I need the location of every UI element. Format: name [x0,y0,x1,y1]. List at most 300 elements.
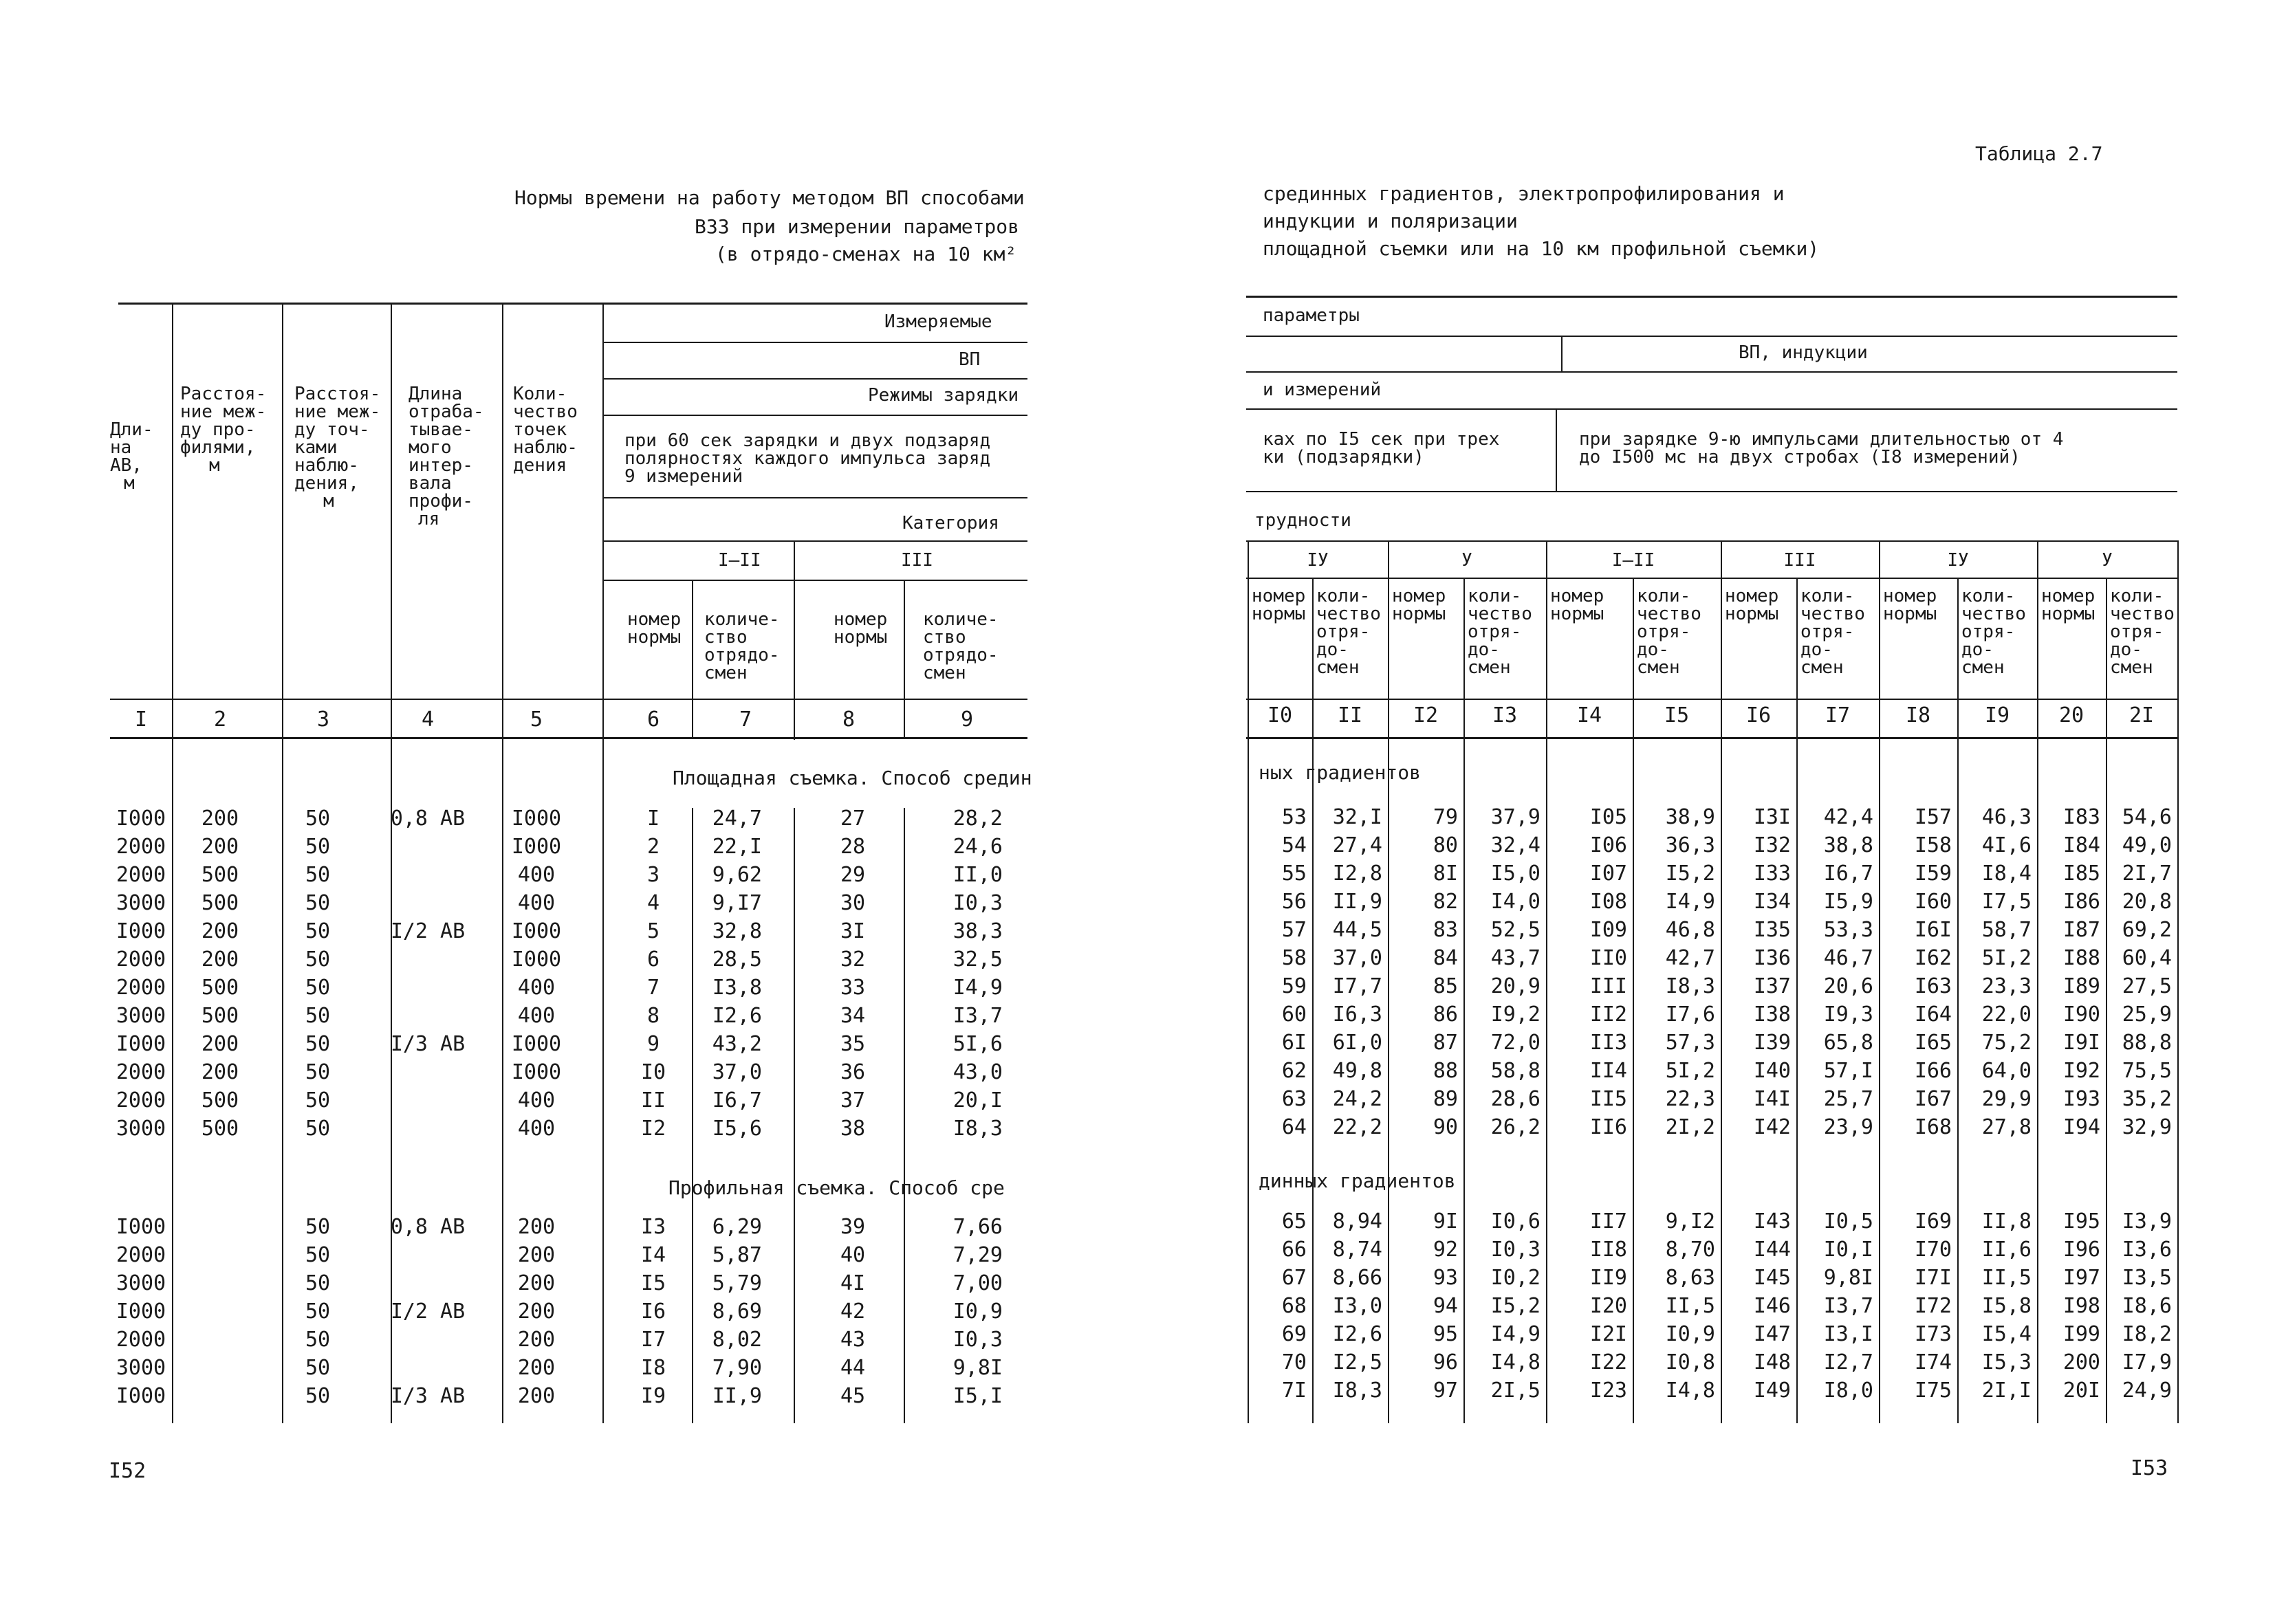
right-qty-line: отря- [1316,622,1371,642]
right-area-cell: 32,4 [1490,833,1541,857]
left-area-cell: 7 [646,976,660,1000]
right-area-cell: II6 [1589,1115,1627,1139]
right-area-cell: I6,3 [1332,1002,1382,1027]
right-profile-cell: I0,8 [1665,1350,1715,1374]
left-area-cell: 400 [517,1004,556,1028]
left-rule-mode-text [602,497,1027,498]
right-profile-cell: I72 [1914,1294,1952,1318]
left-area-cell: 38,3 [953,919,1003,943]
left-profile-cell: II,9 [712,1384,762,1408]
right-profile-cell: I0,I [1823,1238,1873,1262]
left-rule-category [602,540,1027,542]
right-profile-cell: 8,63 [1665,1266,1715,1290]
right-area-cell: I3I [1753,805,1791,829]
right-section-2: динных градиентов [1259,1170,1456,1192]
left-profile-cell: I000 [116,1299,166,1324]
left-area-cell: I000 [511,947,562,972]
left-rule-header-bottom [110,699,1027,700]
right-area-cell: 56 [1281,890,1307,914]
right-area-cell: I8,4 [1981,862,2032,886]
right-area-cell: 32,I [1332,805,1382,829]
right-profile-cell: I5,8 [1981,1294,2032,1318]
left-area-cell: 9,I7 [712,891,762,915]
left-area-cell: 3I [840,919,866,943]
right-profile-cell: I95 [2062,1209,2100,1233]
right-area-cell: I33 [1753,862,1791,886]
right-profile-cell: I2,7 [1823,1350,1873,1374]
left-area-cell: I/2 АВ [390,919,466,943]
right-profile-cell: I96 [2062,1238,2100,1262]
right-norm-no-line: номер [2041,586,2096,606]
right-qty-line: коли- [1316,586,1371,606]
right-area-cell: 60 [1281,1002,1307,1027]
left-h-measured: Измеряемые [884,311,992,332]
left-colnum: 3 [316,707,330,732]
right-area-cell: 53 [1281,805,1307,829]
left-profile-cell: 8,69 [712,1299,762,1324]
right-profile-cell: I45 [1753,1266,1791,1290]
left-area-cell: 35 [840,1032,866,1056]
right-area-cell: II0 [1589,946,1627,970]
right-qty-line: до- [1800,639,1833,660]
left-profile-cell: I0,3 [953,1328,1003,1352]
right-area-cell: 90 [1433,1115,1458,1139]
right-profile-cell: I49 [1753,1379,1791,1403]
right-area-cell: I07 [1589,862,1627,886]
left-area-cell: 2000 [116,863,166,887]
right-area-cell: 55 [1281,862,1307,886]
right-qty-line: коли- [1637,586,1691,606]
right-rule-mode [1246,491,2177,492]
right-profile-cell: II8 [1589,1238,1627,1262]
right-area-cell: 54,6 [2122,805,2172,829]
right-profile-cell: I3,6 [2122,1238,2172,1262]
left-area-cell: 2 [646,835,660,859]
right-profile-cell: I2,6 [1332,1322,1382,1346]
left-title-line-3: (в отрядо-сменах на 10 км² [715,243,1017,265]
left-area-cell: 3 [646,863,660,887]
right-area-cell: I42 [1753,1115,1791,1139]
left-profile-cell: 45 [840,1384,866,1408]
right-area-cell: I7,5 [1981,890,2032,914]
left-area-cell: 24,7 [712,806,762,831]
right-colnum: I7 [1825,703,1851,727]
right-profile-cell: 68 [1281,1294,1307,1318]
left-area-cell: I000 [116,1032,166,1056]
left-area-cell: I6,7 [712,1088,762,1112]
left-profile-cell: 4I [840,1271,866,1295]
right-area-cell: I62 [1914,946,1952,970]
left-area-cell: I3,7 [953,1004,1003,1028]
right-area-cell: 2I,7 [2122,862,2172,886]
right-area-cell: 6I [1281,1031,1307,1055]
left-profile-cell: 42 [840,1299,866,1324]
right-area-cell: 89 [1433,1087,1458,1111]
right-cat: IУ [1947,550,1969,571]
left-top-rule [118,303,1027,305]
right-profile-cell: I2,5 [1332,1350,1382,1374]
right-area-cell: II,9 [1332,890,1382,914]
right-area-cell: I4,9 [1665,890,1715,914]
right-cat: IУ [1307,550,1329,571]
right-area-cell: 36,3 [1665,833,1715,857]
left-profile-cell: 44 [840,1356,866,1380]
left-profile-cell: 5,79 [712,1271,762,1295]
left-colnum: 9 [960,707,974,732]
left-profile-cell: 0,8 АВ [390,1215,466,1239]
left-profile-cell: 9,8I [953,1356,1003,1380]
right-profile-cell: I3,5 [2122,1266,2172,1290]
right-colnum: I5 [1664,703,1690,727]
right-profile-cell: 66 [1281,1238,1307,1262]
right-profile-cell: I99 [2062,1322,2100,1346]
right-area-cell: I35 [1753,918,1791,942]
right-colnum: I6 [1745,703,1772,727]
right-title-line-2: индукции и поляризации [1263,210,1518,232]
right-profile-cell: II7 [1589,1209,1627,1233]
right-area-cell: 82 [1433,890,1458,914]
left-profile-cell: 5,87 [712,1243,762,1267]
right-area-cell: I86 [2062,890,2100,914]
right-area-cell: 27,5 [2122,974,2172,998]
right-qty-line: смен [1961,657,2005,678]
left-rule-vp [602,378,1027,380]
left-h-cat-2: III [901,550,933,571]
right-norm-no-line: номер [1725,586,1779,606]
right-profile-cell: I8,2 [2122,1322,2172,1346]
right-area-cell: II4 [1589,1059,1627,1083]
left-profile-cell: 43 [840,1328,866,1352]
right-and-meas: и измерений [1263,380,1382,400]
right-qty-line: смен [1800,657,1844,678]
right-area-cell: 46,7 [1823,946,1873,970]
left-area-cell: 43,0 [953,1060,1003,1084]
right-colnum: I8 [1905,703,1931,727]
right-vline [2177,540,2179,1423]
left-area-cell: 400 [517,891,556,915]
left-area-cell: 28,5 [712,947,762,972]
right-area-cell: I85 [2062,862,2100,886]
right-qty [2110,587,2175,677]
right-area-cell: 84 [1433,946,1458,970]
left-area-cell: 400 [517,976,556,1000]
left-profile-cell: 40 [840,1243,866,1267]
left-area-cell: 50 [305,1117,331,1141]
right-qty [1800,587,1865,677]
left-profile-cell: 200 [517,1215,556,1239]
right-profile-cell: 70 [1281,1350,1307,1374]
right-area-cell: 4I,6 [1981,833,2032,857]
left-area-cell: 5I,6 [953,1032,1003,1056]
right-norm-no-line: номер [1550,586,1604,606]
right-profile-cell: 8,94 [1332,1209,1382,1233]
left-area-cell: 50 [305,891,331,915]
left-area-cell: 0,8 АВ [390,806,466,831]
right-area-cell: I7,7 [1332,974,1382,998]
right-area-cell: 43,7 [1490,946,1541,970]
right-profile-cell: 9I [1433,1209,1458,1233]
right-area-cell: 42,7 [1665,946,1715,970]
right-area-cell: I59 [1914,862,1952,886]
table-label: Таблица 2.7 [1975,142,2103,165]
left-profile-cell: I4 [640,1243,666,1267]
left-rule-modes [602,415,1027,416]
left-profile-cell: I000 [116,1215,166,1239]
left-profile-cell: I/2 АВ [390,1299,466,1324]
right-area-cell: 86 [1433,1002,1458,1027]
right-area-cell: I4I [1753,1087,1791,1111]
left-profile-cell: 7,29 [953,1243,1003,1267]
right-profile-cell: I0,2 [1490,1266,1541,1290]
left-area-cell: 43,2 [712,1032,762,1056]
left-profile-cell: I9 [640,1384,666,1408]
right-qty-line: до- [1468,639,1500,660]
left-profile-cell: 200 [517,1271,556,1295]
right-area-cell: 72,0 [1490,1031,1541,1055]
left-area-cell: 37 [840,1088,866,1112]
right-qty-line: чество [2110,604,2175,624]
left-area-cell: 400 [517,1117,556,1141]
right-area-cell: 42,4 [1823,805,1873,829]
right-qty-line: смен [1468,657,1511,678]
right-area-cell: 38,9 [1665,805,1715,829]
right-area-cell: I93 [2062,1087,2100,1111]
right-area-cell: 46,3 [1981,805,2032,829]
right-area-cell: 23,3 [1981,974,2032,998]
right-qty-line: отря- [1800,622,1855,642]
right-qty-line: до- [1961,639,1994,660]
right-area-cell: 25,7 [1823,1087,1873,1111]
left-area-cell: 27 [840,806,866,831]
left-profile-cell: 200 [517,1299,556,1324]
right-area-cell: 58 [1281,946,1307,970]
left-h-c2: Расстоя- ние меж- ду про- филями, м [180,384,267,476]
right-profile-cell: I7,9 [2122,1350,2172,1374]
right-norm-no [1550,587,1604,623]
right-area-cell: 22,3 [1665,1087,1715,1111]
right-area-cell: 49,0 [2122,833,2172,857]
right-profile-cell: 93 [1433,1266,1458,1290]
right-area-cell: 20,9 [1490,974,1541,998]
right-area-cell: 29,9 [1981,1087,2032,1111]
right-qty-line: отря- [1468,622,1522,642]
left-rule-measured [602,342,1027,343]
right-profile-cell: 24,9 [2122,1379,2172,1403]
right-area-cell: 24,2 [1332,1087,1382,1111]
right-profile-cell: I0,5 [1823,1209,1873,1233]
right-profile-cell: I2I [1589,1322,1627,1346]
right-area-cell: I6I [1914,918,1952,942]
right-area-cell: 25,9 [2122,1002,2172,1027]
left-area-cell: 34 [840,1004,866,1028]
right-area-cell: I40 [1753,1059,1791,1083]
right-profile-cell: I43 [1753,1209,1791,1233]
left-area-cell: 37,0 [712,1060,762,1084]
left-vline-7-head [794,540,795,740]
right-colnum: I9 [1984,703,2010,727]
right-qty-line: коли- [2110,586,2164,606]
right-area-cell: I64 [1914,1002,1952,1027]
left-profile-cell: 50 [305,1328,331,1352]
right-area-cell: I5,0 [1490,862,1541,886]
left-area-cell: 24,6 [953,835,1003,859]
right-profile-cell: I0,9 [1665,1322,1715,1346]
left-profile-cell: 200 [517,1384,556,1408]
right-qty-line: чество [1316,604,1381,624]
right-area-cell: I09 [1589,918,1627,942]
right-area-cell: 5I,2 [1665,1059,1715,1083]
right-area-cell: I9I [2062,1031,2100,1055]
right-cat: III [1783,550,1816,571]
right-area-cell: I94 [2062,1115,2100,1139]
right-area-cell: I38 [1753,1002,1791,1027]
right-qty-line: чество [1961,604,2026,624]
left-section-1: Площадная съемка. Способ средин [673,767,1032,789]
right-area-cell: I65 [1914,1031,1952,1055]
right-area-cell: II2 [1589,1002,1627,1027]
right-norm-no-line: нормы [1550,604,1604,624]
left-h-mode-text: при 60 сек зарядки и двух подзаряд полярностях каждого импульса заряд 9 измерений [624,430,991,487]
right-profile-cell: I97 [2062,1266,2100,1290]
right-area-cell: 49,8 [1332,1059,1382,1083]
left-profile-cell: 50 [305,1215,331,1239]
right-profile-cell: 95 [1433,1322,1458,1346]
right-rule-vp [1246,371,2177,373]
left-colnum: 5 [530,707,543,732]
left-h-charge-modes: Режимы зарядки [868,385,1019,406]
right-profile-cell: I44 [1753,1238,1791,1262]
right-profile-cell: 96 [1433,1350,1458,1374]
right-area-cell: 53,3 [1823,918,1873,942]
left-profile-cell: I8 [640,1356,666,1380]
left-area-cell: 30 [840,891,866,915]
right-params: параметры [1263,305,1360,326]
left-profile-cell: 50 [305,1384,331,1408]
left-colnum: 2 [213,707,227,732]
left-area-cell: 500 [201,1004,239,1028]
right-area-cell: I5,2 [1665,862,1715,886]
left-area-cell: 400 [517,1088,556,1112]
right-area-cell: I83 [2062,805,2100,829]
right-profile-cell: 2I,5 [1490,1379,1541,1403]
right-profile-cell: 67 [1281,1266,1307,1290]
left-profile-cell: 3000 [116,1271,166,1295]
left-area-cell: I000 [511,806,562,831]
right-norm-no [1883,587,1937,623]
right-area-cell: I05 [1589,805,1627,829]
left-h-c5: Коли- чество точек наблю- дения [513,384,578,476]
left-area-cell: I [646,806,660,831]
right-profile-cell: 2I,I [1981,1379,2032,1403]
right-area-cell: 23,9 [1823,1115,1873,1139]
right-profile-cell: 8,66 [1332,1266,1382,1290]
left-area-cell: 32,5 [953,947,1003,972]
right-profile-cell: I74 [1914,1350,1952,1374]
left-area-cell: 9,62 [712,863,762,887]
right-area-cell: 63 [1281,1087,1307,1111]
left-area-cell: I2 [640,1117,666,1141]
right-profile-cell: 8,74 [1332,1238,1382,1262]
right-profile-cell: I75 [1914,1379,1952,1403]
right-area-cell: I90 [2062,1002,2100,1027]
right-qty-line: смен [1637,657,1680,678]
left-h-qty-2: количе- ство отрядо- смен [923,609,999,683]
right-profile-cell: I3,I [1823,1322,1873,1346]
right-area-cell: 60,4 [2122,946,2172,970]
left-area-cell: I000 [511,1060,562,1084]
left-profile-cell: I6 [640,1299,666,1324]
left-profile-cell: 39 [840,1215,866,1239]
left-rule-cat [602,580,1027,581]
right-norm-no-line: нормы [1392,604,1446,624]
right-area-cell: 26,2 [1490,1115,1541,1139]
left-profile-cell: 200 [517,1243,556,1267]
left-profile-cell: 50 [305,1271,331,1295]
right-norm-no-line: нормы [1883,604,1937,624]
right-profile-cell: 97 [1433,1379,1458,1403]
left-area-cell: 36 [840,1060,866,1084]
right-area-cell: I8,3 [1665,974,1715,998]
right-area-cell: 6I,0 [1332,1031,1382,1055]
right-title-line-1: срединных градиентов, электропрофилирования и [1263,182,1785,205]
right-qty-line: отря- [1637,622,1691,642]
right-area-cell: 22,0 [1981,1002,2032,1027]
right-profile-cell: I5,4 [1981,1322,2032,1346]
right-area-cell: 37,9 [1490,805,1541,829]
right-profile-cell: I4,8 [1665,1379,1715,1403]
left-area-cell: 3000 [116,1117,166,1141]
left-area-cell: 2000 [116,1088,166,1112]
left-profile-cell: 2000 [116,1328,166,1352]
left-area-cell: 400 [517,863,556,887]
left-page-number: I52 [109,1459,146,1483]
left-title-line-2: ВЗЗ при измерении параметров [695,215,1020,238]
right-profile-cell: 65 [1281,1209,1307,1233]
left-area-cell: 33 [840,976,866,1000]
right-area-cell: 28,6 [1490,1087,1541,1111]
right-area-cell: I9,2 [1490,1002,1541,1027]
left-h-cat-1: I–II [718,550,761,571]
right-area-cell: II3 [1589,1031,1627,1055]
left-area-cell: I000 [511,835,562,859]
right-area-cell: 64,0 [1981,1059,2032,1083]
left-profile-cell: 50 [305,1356,331,1380]
left-area-cell: 50 [305,835,331,859]
right-area-cell: 35,2 [2122,1087,2172,1111]
right-norm-no-line: номер [1392,586,1446,606]
right-norm-no-line: нормы [1252,604,1306,624]
right-area-cell: I37 [1753,974,1791,998]
right-qty-line: смен [1316,657,1360,678]
right-colnum: 2I [2129,703,2155,727]
right-area-cell: I66 [1914,1059,1952,1083]
left-area-cell: 200 [201,835,239,859]
right-profile-cell: I3,0 [1332,1294,1382,1318]
right-profile-cell: I0,3 [1490,1238,1541,1262]
left-profile-cell: 3000 [116,1356,166,1380]
right-qty [1468,587,1532,677]
left-profile-cell: I000 [116,1384,166,1408]
right-profile-cell: 7I [1281,1379,1307,1403]
right-area-cell: I32 [1753,833,1791,857]
right-profile-cell: I23 [1589,1379,1627,1403]
right-qty-line: отря- [2110,622,2164,642]
left-colnum: 6 [646,707,660,732]
right-rule-params [1246,336,2177,337]
left-area-cell: I4,9 [953,976,1003,1000]
right-area-cell: I7,6 [1665,1002,1715,1027]
right-area-cell: I08 [1589,890,1627,914]
